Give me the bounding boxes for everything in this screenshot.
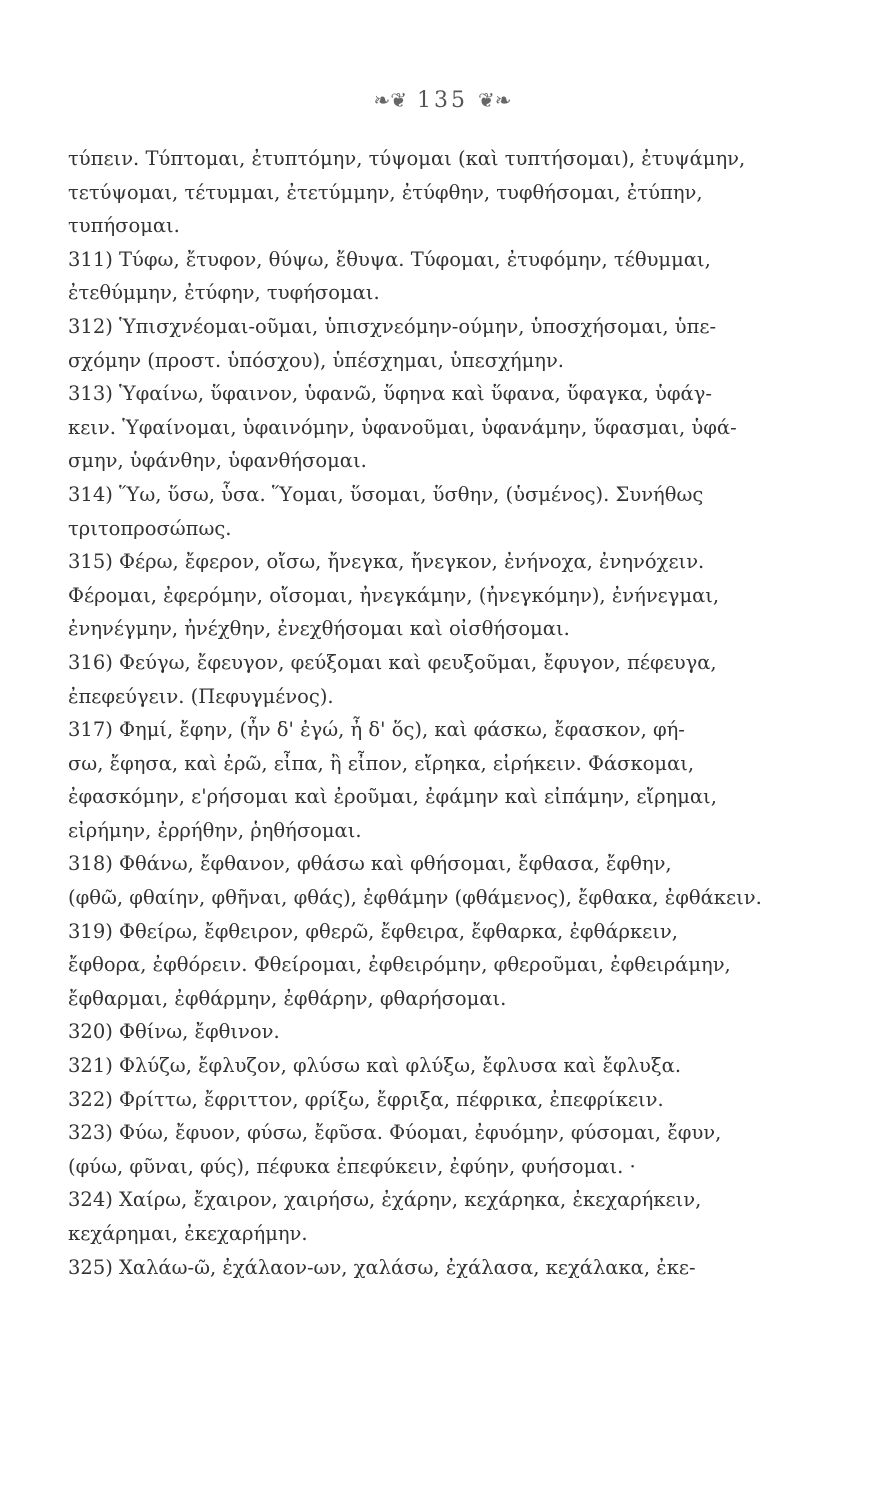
text-line: κειν. Ὑφαίνομαι, ὑφαινόμην, ὑφανοῦμαι, ὑφανάμην, ὕφασμαι, ὑφά-: [68, 415, 737, 439]
text-line: κεχάρημαι, ἐκεχαρήμην.: [68, 1222, 308, 1245]
page-body: [68, 142, 828, 1284]
text-line: ἔφθαρμαι, ἐφθάρμην, ἐφθάρην, φθαρήσομαι.: [68, 986, 507, 1010]
text-line: (φθῶ, φθαίην, φθῆναι, φθάς), ἐφθάμην (φθάμενος), ἔφθακα, ἐφθάκειν.: [68, 886, 762, 910]
text-line: 316) Φεύγω, ἔφευγον, φεύξομαι καὶ φευξοῦμαι, ἔφυγον, πέφευγα,: [68, 650, 717, 674]
text-line: 322) Φρίττω, ἔφριττον, φρίξω, ἔφριξα, πέφρικα, ἐπεφρίκειν.: [68, 1087, 664, 1111]
text-line: ἐπεφεύγειν. (Πεφυγμένος).: [68, 684, 334, 708]
ornament-left-icon: ❧❦: [373, 88, 407, 112]
text-line: 315) Φέρω, ἔφερον, οἴσω, ἤνεγκα, ἤνεγκον, ἐνήνοχα, ἐνηνόχειν.: [68, 550, 705, 574]
text-line: ἔφθορα, ἐφθόρειν. Φθείρομαι, ἐφθειρόμην, φθεροῦμαι, ἐφθειράμην,: [68, 953, 731, 977]
text-line: Φέρομαι, ἐφερόμην, οἴσομαι, ἠνεγκάμην, (ἠνεγκόμην), ἐνήνεγμαι,: [68, 583, 720, 607]
text-line: τυπήσομαι.: [68, 214, 180, 238]
text-line: εἰρήμην, ἐρρήθην, ῥηθήσομαι.: [68, 818, 362, 842]
text-line: 320) Φθίνω, ἔφθινον.: [68, 1020, 280, 1044]
text-line: 319) Φθείρω, ἔφθειρον, φθερῶ, ἔφθειρα, ἔφθαρκα, ἐφθάρκειν,: [68, 919, 678, 943]
text-line: 318) Φθάνω, ἔφθανον, φθάσω καὶ φθήσομαι, ἔφθασα, ἔφθην,: [68, 852, 672, 876]
text-line: σμην, ὑφάνθην, ὑφανθήσομαι.: [68, 449, 367, 473]
text-line: ἐτεθύμμην, ἐτύφην, τυφήσομαι.: [68, 281, 380, 305]
text-line: ἐφασκόμην, ε'ρήσομαι καὶ ἐροῦμαι, ἐφάμην καὶ εἰπάμην, εἴρημαι,: [68, 785, 717, 809]
page-number: 135: [417, 88, 468, 113]
text-line: τετύψομαι, τέτυμμαι, ἐτετύμμην, ἐτύφθην, τυφθήσομαι, ἐτύπην,: [68, 180, 703, 204]
text-line: 323) Φύω, ἔφυον, φύσω, ἔφῦσα. Φύομαι, ἐφυόμην, φύσομαι, ἔφυν,: [68, 1121, 722, 1145]
text-line: σω, ἔφησα, καὶ ἐρῶ, εἶπα, ἢ εἶπον, εἴρηκα, εἰρήκειν. Φάσκομαι,: [68, 751, 695, 775]
text-line: 313) Ὑφαίνω, ὕφαινον, ὑφανῶ, ὕφηνα καὶ ὕφανα, ὕφαγκα, ὑφάγ-: [68, 382, 712, 406]
text-line: 324) Χαίρω, ἔχαιρον, χαιρήσω, ἐχάρην, κεχάρηκα, ἐκεχαρήκειν,: [68, 1188, 702, 1212]
text-line: 312) Ὑπισχνέομαι-οῦμαι, ὑπισχνεόμην-ούμην, ὑποσχήσομαι, ὑπε-: [68, 314, 717, 338]
text-line: (φύω, φῦναι, φύς), πέφυκα ἐπεφύκειν, ἐφύην, φυήσομαι. ·: [68, 1154, 636, 1178]
text-line: 314) Ὕω, ὕσω, ὗσα. Ὕομαι, ὕσομαι, ὕσθην, (ὑσμένος). Συνήθως: [68, 482, 704, 506]
text-line: 311) Τύφω, ἔτυφον, θύψω, ἔθυψα. Τύφομαι, ἐτυφόμην, τέθυμμαι,: [68, 247, 711, 271]
text-line: 325) Χαλάω-ῶ, ἐχάλαον-ων, χαλάσω, ἐχάλασα, κεχάλακα, ἐκε-: [68, 1255, 696, 1279]
text-line: τύπειν. Τύπτομαι, ἐτυπτόμην, τύψομαι (καὶ τυπτήσομαι), ἐτυψάμην,: [68, 147, 746, 170]
text-line: ἐνηνέγμην, ἠνέχθην, ἐνεχθήσομαι καὶ οἰσθήσομαι.: [68, 617, 570, 641]
ornament-right-icon: ❦❧: [478, 88, 512, 112]
text-line: 321) Φλύζω, ἔφλυζον, φλύσω καὶ φλύξω, ἔφλυσα καὶ ἔφλυξα.: [68, 1054, 682, 1078]
text-line: 317) Φημί, ἔφην, (ἦν δ' ἐγώ, ἦ δ' ὅς), καὶ φάσκω, ἔφασκον, φή-: [68, 718, 685, 742]
page-header: [0, 88, 885, 113]
text-line: σχόμην (προστ. ὑπόσχου), ὑπέσχημαι, ὑπεσχήμην.: [68, 348, 564, 372]
text-line: τριτοπροσώπως.: [68, 516, 232, 540]
